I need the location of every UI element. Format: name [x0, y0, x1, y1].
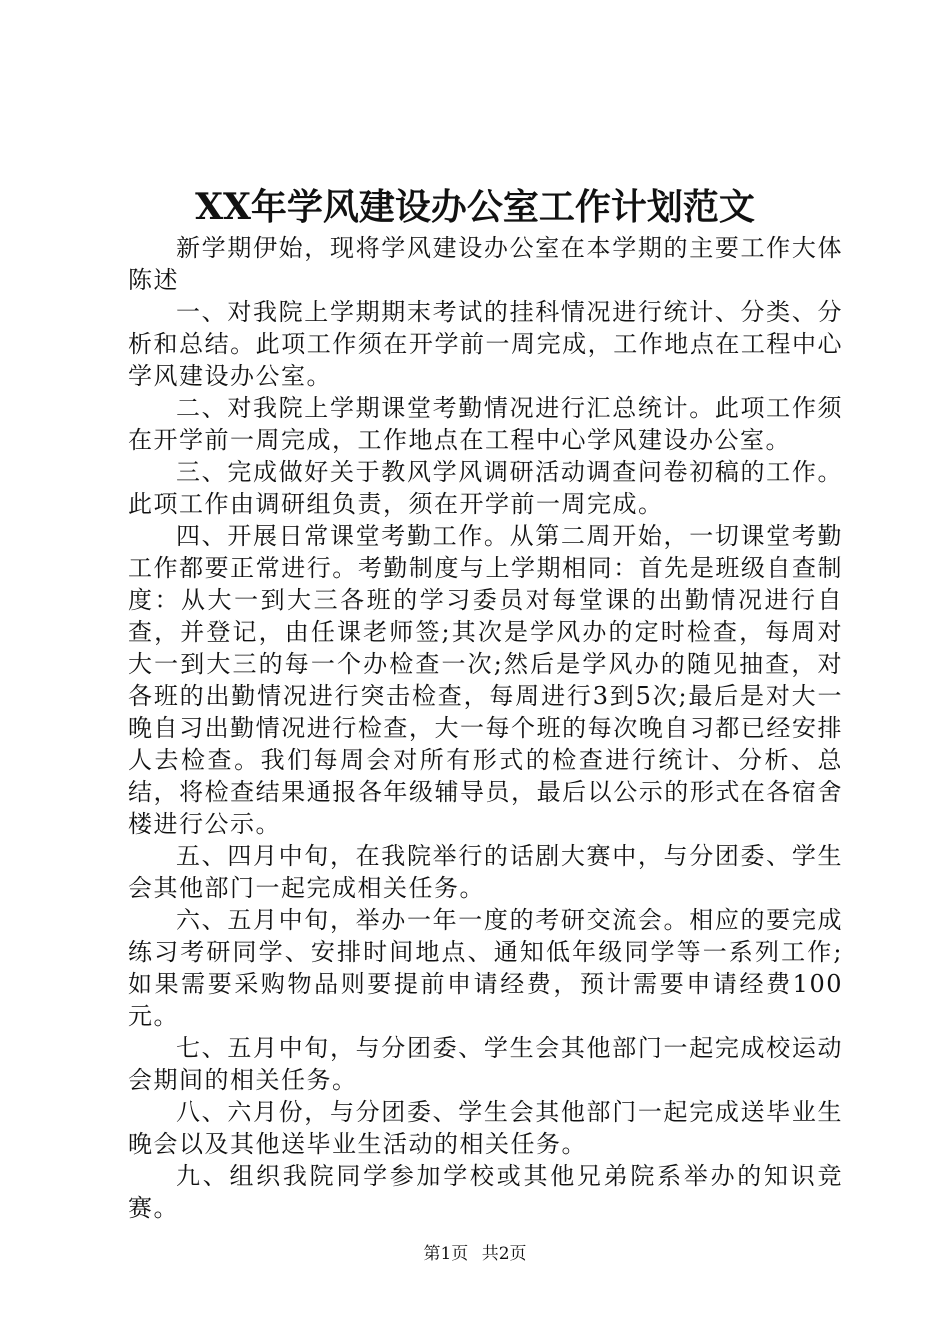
paragraph-item-6: 六、五月中旬，举办一年一度的考研交流会。相应的要完成练习考研同学、安排时间地点、通知低年级同学等一系列工作;如果需要采购物品则要提前申请经费，预计需要申请经费100元。 — [128, 906, 843, 1030]
paragraph-item-1: 一、对我院上学期期末考试的挂科情况进行统计、分类、分析和总结。此项工作须在开学前一周完成，工作地点在工程中心学风建设办公室。 — [128, 298, 843, 390]
document-title: XX年学风建设办公室工作计划范文 — [195, 186, 755, 228]
paragraph-item-4: 四、开展日常课堂考勤工作。从第二周开始，一切课堂考勤工作都要正常进行。考勤制度与上学期相同：首先是班级自查制度：从大一到大三各班的学习委员对每堂课的出勤情况进行自查，并登记，由任课老师签;其次是学风办的定时检查，每周对大一到大三的每一个办检查一次;然后是学风办的随见抽查，对各班的出勤情况进行突击检查，每周进行3到5次;最后是对大一晚自习出勤情况进行检查，大一每个班的每次晚自习都已经安排人去检查。我们每周会对所有形式的检查进行统计、分析、总结，将检查结果通报各年级辅导员，最后以公示的形式在各宿舍楼进行公示。 — [128, 522, 843, 838]
paragraph-intro: 新学期伊始，现将学风建设办公室在本学期的主要工作大体陈述 — [128, 234, 843, 294]
paragraph-item-7: 七、五月中旬，与分团委、学生会其他部门一起完成校运动会期间的相关任务。 — [128, 1034, 843, 1094]
paragraph-item-9: 九、组织我院同学参加学校或其他兄弟院系举办的知识竞赛。 — [128, 1162, 843, 1222]
document-body — [128, 232, 843, 1224]
paragraph-item-5: 五、四月中旬，在我院举行的话剧大赛中，与分团委、学生会其他部门一起完成相关任务。 — [128, 842, 843, 902]
paragraph-item-8: 八、六月份，与分团委、学生会其他部门一起完成送毕业生晚会以及其他送毕业生活动的相关任务。 — [128, 1098, 843, 1158]
page-number-current: 第1页 — [423, 1244, 469, 1264]
page-number-total: 共2页 — [481, 1244, 527, 1264]
page-footer — [0, 1242, 950, 1266]
paragraph-item-3: 三、完成做好关于教风学风调研活动调查问卷初稿的工作。此项工作由调研组负责，须在开学前一周完成。 — [128, 458, 843, 518]
paragraph-item-2: 二、对我院上学期课堂考勤情况进行汇总统计。此项工作须在开学前一周完成，工作地点在工程中心学风建设办公室。 — [128, 394, 843, 454]
